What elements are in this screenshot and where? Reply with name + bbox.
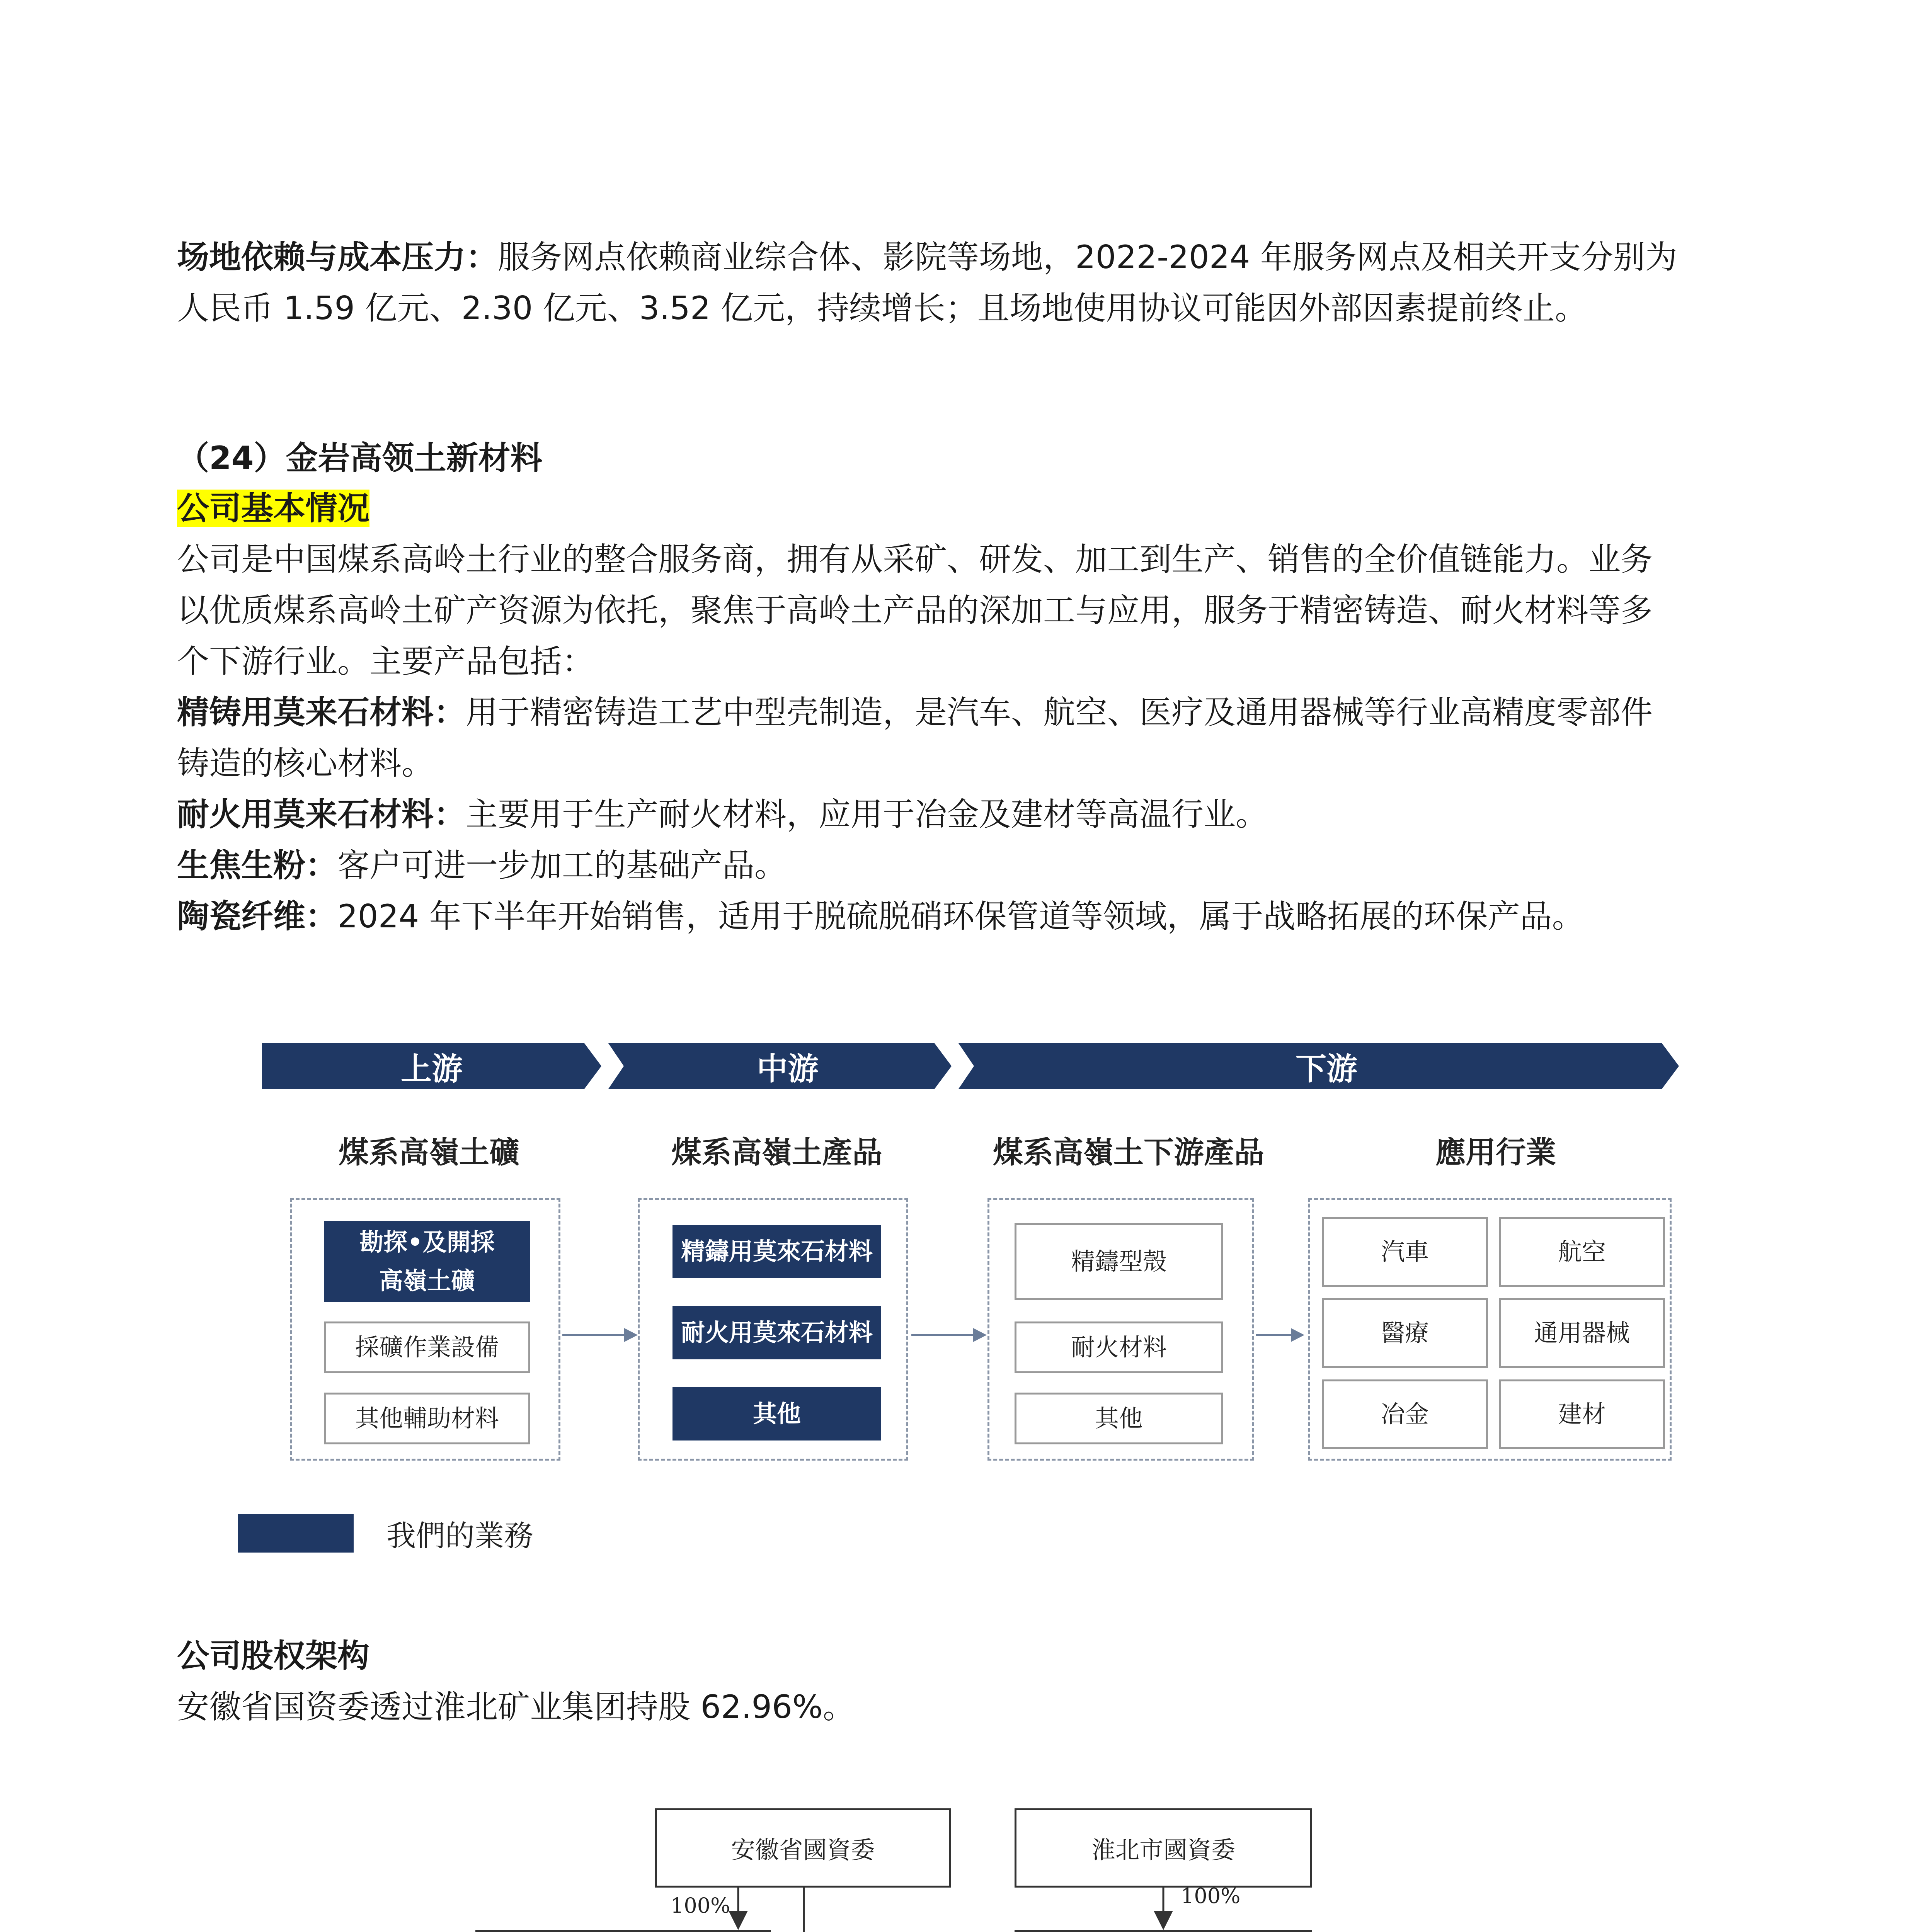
product-1-cont: 铸造的核心材料。 bbox=[177, 745, 434, 782]
legend-label: 我們的業務 bbox=[386, 1518, 533, 1553]
product-label: 生焦生粉： bbox=[177, 847, 337, 884]
product-text: 2024 年下半年开始销售，适用于脱硫脱硝环保管道等领域，属于战略拓展的环保产品。 bbox=[337, 898, 1584, 935]
product-text: 客户可进一步加工的基础产品。 bbox=[337, 847, 787, 884]
col-title-industries: 應用行業 bbox=[1435, 1135, 1556, 1170]
col-title-midstream: 煤系高嶺土產品 bbox=[671, 1135, 882, 1170]
box-anhui-energy bbox=[475, 1930, 771, 1932]
intro-line-2: 人民币 1.59 亿元、2.30 亿元、3.52 亿元，持续增长；且场地使用协议可能因外部因素提前终止。 bbox=[177, 289, 1587, 327]
product-label: 陶瓷纤维： bbox=[177, 898, 337, 935]
industry-aviation: 航空 bbox=[1499, 1217, 1665, 1287]
product-text: 主要用于生产耐火材料，应用于冶金及建材等高温行业。 bbox=[466, 796, 1268, 833]
product-label: 精铸用莫来石材料： bbox=[177, 694, 466, 731]
stage-label-upstream: 上游 bbox=[401, 1051, 463, 1087]
basic-info-label: 公司基本情况 bbox=[177, 490, 369, 527]
col-title-upstream: 煤系高嶺土礦 bbox=[338, 1135, 519, 1170]
box-upstream-1: 勘探•及開採 高嶺土礦 bbox=[324, 1221, 530, 1302]
box-anhui-sasac: 安徽省國資委 bbox=[655, 1808, 951, 1888]
product-text: 用于精密铸造工艺中型壳制造，是汽车、航空、医疗及通用器械等行业高精度零部件 bbox=[466, 694, 1653, 731]
industry-building-materials: 建材 bbox=[1499, 1379, 1665, 1449]
label-100-jiantou: 100% bbox=[1181, 1884, 1241, 1908]
box-midstream-1: 精鑄用莫來石材料 bbox=[672, 1225, 881, 1278]
box-downstream-2: 耐火材料 bbox=[1015, 1321, 1223, 1373]
desc-line-3: 个下游行业。主要产品包括： bbox=[177, 643, 594, 680]
equity-heading: 公司股权架构 bbox=[177, 1637, 369, 1675]
box-upstream-3: 其他輔助材料 bbox=[324, 1393, 530, 1444]
col-title-downstream: 煤系高嶺土下游產品 bbox=[993, 1135, 1264, 1170]
box-midstream-3: 其他 bbox=[672, 1387, 881, 1440]
desc-line-1: 公司是中国煤系高岭土行业的整合服务商，拥有从采矿、研发、加工到生产、销售的全价值链能力。业务 bbox=[177, 541, 1653, 578]
box-huaibei-jiantou bbox=[1015, 1930, 1312, 1932]
box-downstream-1: 精鑄型殼 bbox=[1015, 1223, 1223, 1300]
desc-line-2: 以优质煤系高岭土矿产资源为依托，聚焦于高岭土产品的深加工与应用，服务于精密铸造、耐火材料等多 bbox=[177, 592, 1653, 629]
box-downstream-3: 其他 bbox=[1015, 1393, 1223, 1444]
box-midstream-2: 耐火用莫來石材料 bbox=[672, 1306, 881, 1359]
section-heading: （24）金岩高领土新材料 bbox=[177, 439, 543, 477]
equity-desc: 安徽省国资委透过淮北矿业集团持股 62.96%。 bbox=[177, 1688, 855, 1726]
industry-general-equipment: 通用器械 bbox=[1499, 1298, 1665, 1368]
label-100-anhui-energy: 100% bbox=[671, 1893, 730, 1918]
industry-metallurgy: 冶金 bbox=[1322, 1379, 1488, 1449]
stage-label-downstream: 下游 bbox=[1296, 1051, 1357, 1087]
box-upstream-2: 採礦作業設備 bbox=[324, 1321, 530, 1373]
intro-text: 服务网点依赖商业综合体、影院等场地，2022-2024 年服务网点及相关开支分别为 bbox=[498, 238, 1677, 276]
industry-auto: 汽車 bbox=[1322, 1217, 1488, 1287]
stage-label-midstream: 中游 bbox=[757, 1051, 819, 1087]
intro-label: 场地依赖与成本压力： bbox=[177, 238, 498, 276]
product-label: 耐火用莫来石材料： bbox=[177, 796, 466, 833]
industry-medical: 醫療 bbox=[1322, 1298, 1488, 1368]
box-huaibei-sasac: 淮北市國資委 bbox=[1015, 1808, 1312, 1888]
